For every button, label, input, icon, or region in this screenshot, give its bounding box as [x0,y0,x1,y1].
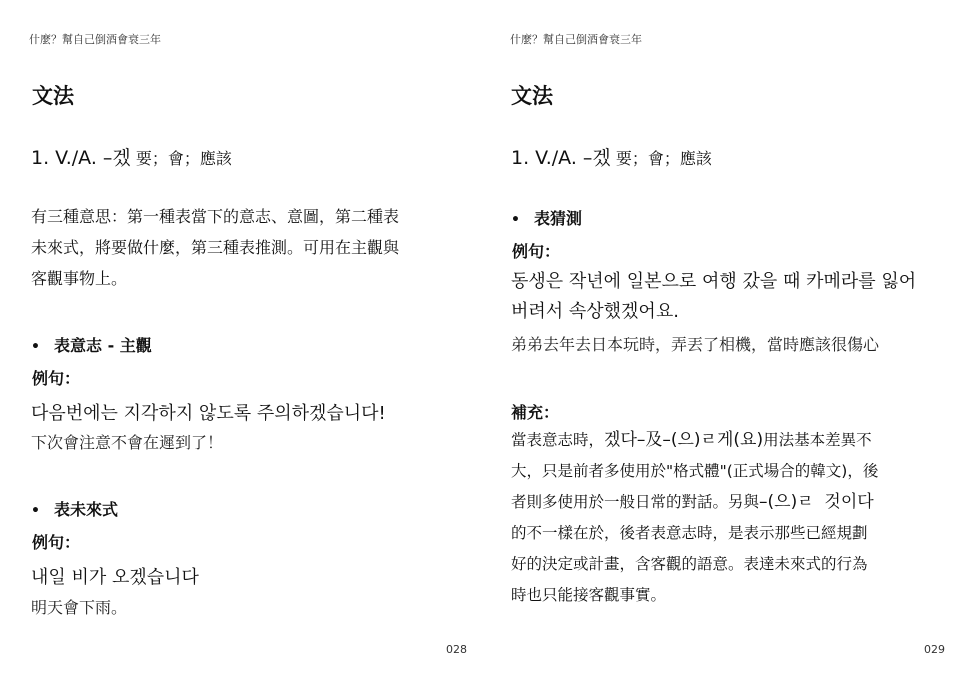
chinese-translation: 下次會注意不會在遲到了！ [31,433,224,452]
running-header: 什麼？幫自己倒酒會衰三年 [510,33,642,46]
running-header: 什麼？幫自己倒酒會衰三年 [29,33,161,46]
example-label: 例句： [32,533,81,552]
bullet-future [31,497,118,520]
intro-paragraph [31,201,399,294]
grammar-heading [511,143,712,170]
supplement-line: 者則多使用於一般日常的對話。另與–(으)ㄹ 것이다 [511,492,874,512]
section-title: 文法 [32,84,74,108]
bullet-label: 表猜測 [534,209,583,228]
chinese-translation: 明天會下雨。 [31,598,128,617]
supplement-line: 當表意志時，겠다–及–(으)ㄹ게(요)用法基本差異不 [511,430,872,450]
bullet-dot-icon: • [31,503,40,519]
korean-pattern: –(으)ㄹ 것이다 [759,492,874,512]
grammar-meaning: 要；會；應該 [615,149,712,168]
grammar-heading [31,143,232,170]
grammar-pattern: 1. V./A. –겠 [511,147,611,169]
intro-line: 未來式，將要做什麼，第三種表推測。可用在主觀與 [31,238,400,257]
supplement-label: 補充： [511,403,560,422]
example-label: 例句： [32,369,81,388]
supplement-line: 好的決定或計畫，含客觀的語意。表達未來式的行為 [511,555,868,573]
grammar-pattern: 1. V./A. –겠 [31,147,131,169]
page-number: 028 [446,643,467,656]
example-label: 例句： [512,242,561,261]
bullet-dot-icon: • [31,339,40,355]
korean-example: 동생은 작년에 일본으로 여행 갔을 때 카메라를 잃어버려서 속상했겠어요. [511,271,917,322]
bullet-label: 表未來式 [54,500,119,519]
supplement-line: 大，只是前者多使用於"格式體"(正式場合的韓文)，後 [511,462,879,480]
bullet-guess [511,206,582,229]
chinese-translation: 弟弟去年去日本玩時，弄丟了相機，當時應該很傷心 [511,335,880,354]
intro-line: 客觀事物上。 [31,269,128,288]
korean-pattern: 겠다–及–(으)ㄹ게(요) [604,430,764,450]
supplement-line: 的不一樣在於，後者表意志時，是表示那些已經規劃 [511,524,868,542]
korean-example: 다음번에는 지각하지 않도록 주의하겠습니다! [31,403,386,424]
right-page [480,0,960,678]
bullet-label: 表意志 - 主觀 [54,336,152,355]
supplement-line: 時也只能接客觀事實。 [511,586,667,604]
korean-example: 내일 비가 오겠습니다 [31,567,199,588]
intro-line: 有三種意思：第一種表當下的意志、意圖，第二種表 [31,207,400,226]
supplement-paragraph [511,425,878,611]
section-title: 文法 [511,84,553,108]
grammar-meaning: 要；會；應該 [135,149,232,168]
bullet-dot-icon: • [511,212,520,228]
bullet-volition [31,333,152,356]
page-number: 029 [924,643,945,656]
